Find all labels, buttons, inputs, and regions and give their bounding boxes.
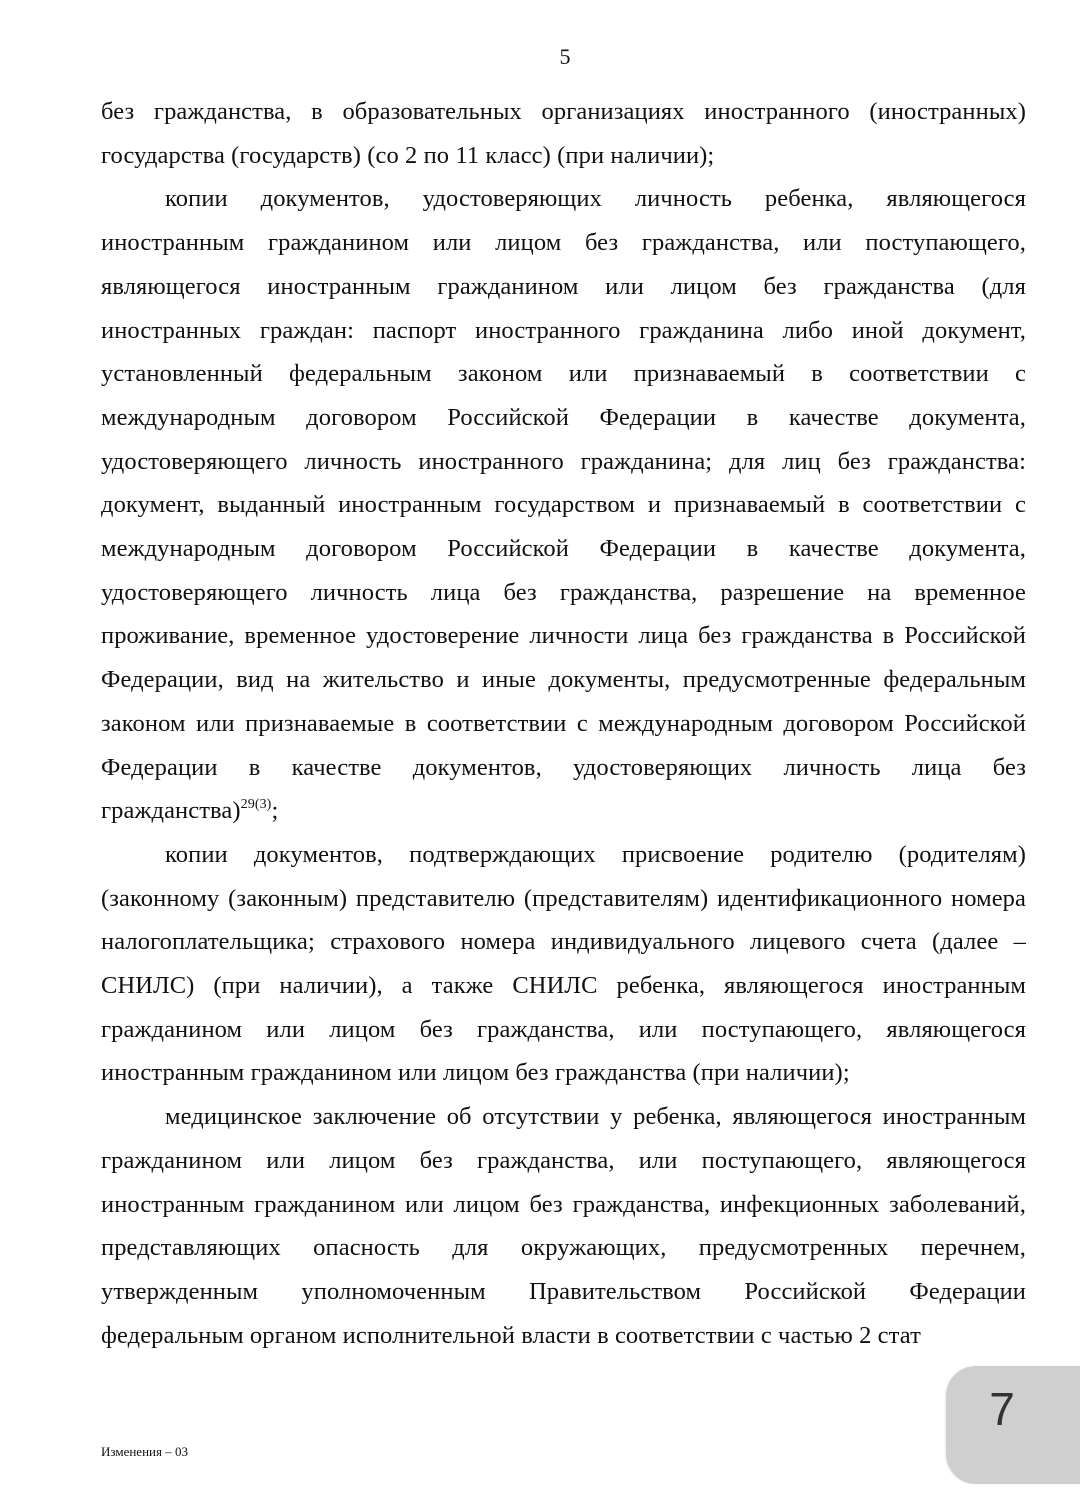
paragraph-text: копии документов, удостоверяющих личность ребенка, являющегося иностранным гражданином или лицом без гражданства, или поступающего, являющегося иностранным гражданином или лицом без гражданства (для иностранных граждан: паспорт иностранного гражданина либо иной документ, установленный федеральным законом или признаваемый в соответствии с международным договором Российской Федерации в качестве документа, удостоверяющего личность иностранного гражданина; для лиц без гражданства: документ, выданный иностранным государством и признаваемый в соответствии с международным договором Российской Федерации в качестве документа, удостоверяющего личность лица без гражданства, разрешение на временное проживание, временное удостоверение личности лица без гражданства в Российской Федерации, вид на жительство и иные документы, предусмотренные федеральным законом или признаваемые в соответствии с международным договором Российской Федерации в качестве документов, удостоверяющих личность лица без гражданства) [101,185,1026,825]
document-body [101,90,1026,1357]
paragraph-continuation [101,90,1026,177]
paragraph-medical-certificate [101,1095,1026,1357]
page-indicator-label: 7 [989,1383,1015,1435]
footer-revision: Изменения – 03 [101,1444,188,1459]
page-indicator-badge[interactable] [946,1366,1080,1484]
paragraph-snils-documents [101,833,1026,1095]
paragraph-text: медицинское заключение об отсутствии у ребенка, являющегося иностранным гражданином или лицом без гражданства, или поступающего, являющегося иностранным гражданином или лицом без гражданства, инфекционных заболеваний, представляющих опасность для окружающих, предусмотренных перечнем, утвержденным уполномоченным Правительством Российской Федерации федеральным органом исполнительной власти в соответствии с частью 2 стат [101,1103,1026,1349]
paragraph-tail: ; [271,797,279,825]
paragraph-text: копии документов, подтверждающих присвоение родителю (родителям) (законному (законным) представителю (представителям) идентификационного номера налогоплательщика; страхового номера индивидуального лицевого счета (далее – СНИЛС) (при наличии), а также СНИЛС ребенка, являющегося иностранным гражданином или лицом без гражданства, или поступающего, являющегося иностранным гражданином или лицом без гражданства (при наличии); [101,840,1026,1087]
paragraph-identity-documents [101,177,1026,833]
paragraph-text: без гражданства, в образовательных организациях иностранного (иностранных) государства (государств) (со 2 по 11 класс) (при наличии); [101,98,1026,169]
page-number: 5 [559,44,571,69]
footnote-reference: 29(3) [240,797,272,813]
